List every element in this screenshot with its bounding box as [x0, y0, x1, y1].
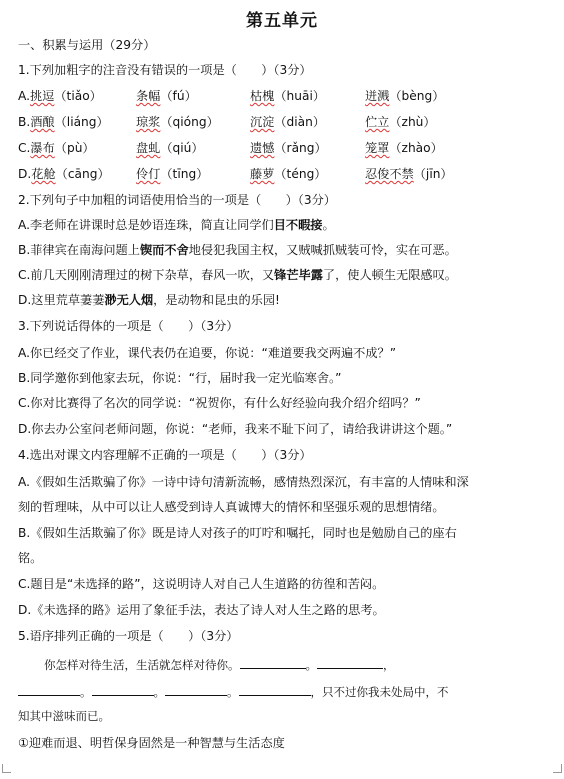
- q5-blank-6[interactable]: [239, 683, 311, 696]
- q3-option-c: C.你对比赛得了名次的同学说：“祝贺你，有什么好经验向我介绍介绍吗？”: [18, 396, 421, 410]
- q5-blank-5[interactable]: [165, 683, 227, 696]
- q1-row-b: [18, 114, 554, 130]
- page-title: 第五单元: [246, 11, 318, 31]
- q5-passage-line3: 知其中滋味而已。: [18, 709, 110, 723]
- q1-c-opt2: 盘虬（qiú）: [136, 141, 204, 155]
- q3-option-a: A.你已经交了作业，课代表仍在追要，你说：“难道要我交两遍不成？”: [18, 346, 397, 360]
- q1-a-opt1: A.挑逗（tiǎo）: [18, 89, 102, 103]
- q2-option-b: B.菲律宾在南海问题上锲而不舍地侵犯我国主权，又贼喊抓贼装可怜，实在可恶。: [18, 243, 457, 257]
- q1-stem: 1.下列加粗字的注音没有错误的一项是（ ）（3分）: [18, 63, 312, 77]
- q2-option-c: C.前几天刚刚清理过的树下杂草，春风一吹，又锋芒毕露了，使人顿生无限感叹。: [18, 268, 457, 282]
- page-corner-mark-left: [2, 764, 11, 773]
- q1-c-opt4: 笼罩（zhào）: [365, 141, 443, 155]
- q3-stem: 3.下列说话得体的一项是（ ）（3分）: [18, 319, 239, 333]
- q5-blank-2[interactable]: [317, 656, 383, 669]
- q2-option-d: D.这里荒草萋萋渺无人烟，是动物和昆虫的乐园!: [18, 293, 280, 307]
- q1-b-opt4: 伫立（zhù）: [365, 115, 436, 129]
- q4-option-c: C.题目是“未选择的路”，这说明诗人对自己人生道路的彷徨和苦闷。: [18, 577, 385, 591]
- q3-option-d: D.你去办公室问老师问题，你说：“老师，我来不耻下问了，请给我讲讲这个题。”: [18, 422, 453, 436]
- q1-c-opt1: C.瀑布（pù）: [18, 141, 95, 155]
- q5-stem: 5.语序排列正确的一项是（ ）（3分）: [18, 629, 239, 643]
- q1-b-opt3: 沉淀（diàn）: [250, 115, 326, 129]
- page-corner-mark-right: [553, 764, 562, 773]
- q1-row-c: [18, 140, 554, 156]
- q1-b-opt1: B.酒酿（liáng）: [18, 115, 109, 129]
- q2-option-a: A.李老师在讲课时总是妙语连珠，简直让同学们目不暇接。: [18, 218, 335, 232]
- q4-stem: 4.选出对课文内容理解不正确的一项是（ ）（3分）: [18, 448, 312, 462]
- q1-d-opt1: D.花舱（cāng）: [18, 167, 110, 181]
- q3-option-b: B.同学邀你到他家去玩，你说：“行，届时我一定光临寒舍。”: [18, 371, 342, 385]
- q5-blank-4[interactable]: [92, 683, 154, 696]
- q1-d-opt2: 伶仃（tīng）: [136, 167, 209, 181]
- q5-passage-line2: 。 。 。 ，只不过你我未处局中，不: [18, 683, 449, 700]
- q5-blank-3[interactable]: [18, 683, 80, 696]
- q1-d-opt4: 忍俊不禁（jīn）: [365, 167, 453, 181]
- q1-row-d: [18, 166, 554, 182]
- q4-option-b-line1: B.《假如生活欺骗了你》既是诗人对孩子的叮咛和嘱托，同时也是勉励自己的座右: [18, 526, 457, 540]
- q2-stem: 2.下列句子中加粗的词语使用恰当的一项是（ ）（3分）: [18, 193, 336, 207]
- q4-option-a-line1: A.《假如生活欺骗了你》一诗中诗句清新流畅，感情热烈深沉，有丰富的人情味和深: [18, 475, 469, 489]
- q1-a-opt2: 条幅（fú）: [136, 89, 197, 103]
- q1-a-opt3: 枯槐（huāi）: [250, 89, 326, 103]
- q1-b-opt2: 琼浆（qióng）: [136, 115, 219, 129]
- q1-a-opt4: 迸溅（bèng）: [365, 89, 445, 103]
- q4-option-a-line2: 刻的哲理味，从中可以让人感受到诗人真诚博大的情怀和坚强乐观的思想情绪。: [18, 500, 445, 514]
- q4-option-d: D.《未选择的路》运用了象征手法，表达了诗人对人生之路的思考。: [18, 603, 385, 617]
- q5-item-1: ①迎难而退、明哲保身固然是一种智慧与生活态度: [18, 736, 285, 750]
- q5-passage-line1: 你怎样对待生活，生活就怎样对待你。 。 ，: [44, 658, 395, 672]
- q5-blank-1[interactable]: [240, 656, 306, 669]
- q4-option-b-line2: 铭。: [18, 551, 43, 565]
- q1-d-opt3: 藤萝（téng）: [250, 167, 327, 181]
- section-heading: 一、积累与运用（29分）: [18, 38, 156, 52]
- q1-row-a: [18, 88, 554, 104]
- q1-c-opt3: 遗憾（rǎng）: [250, 141, 327, 155]
